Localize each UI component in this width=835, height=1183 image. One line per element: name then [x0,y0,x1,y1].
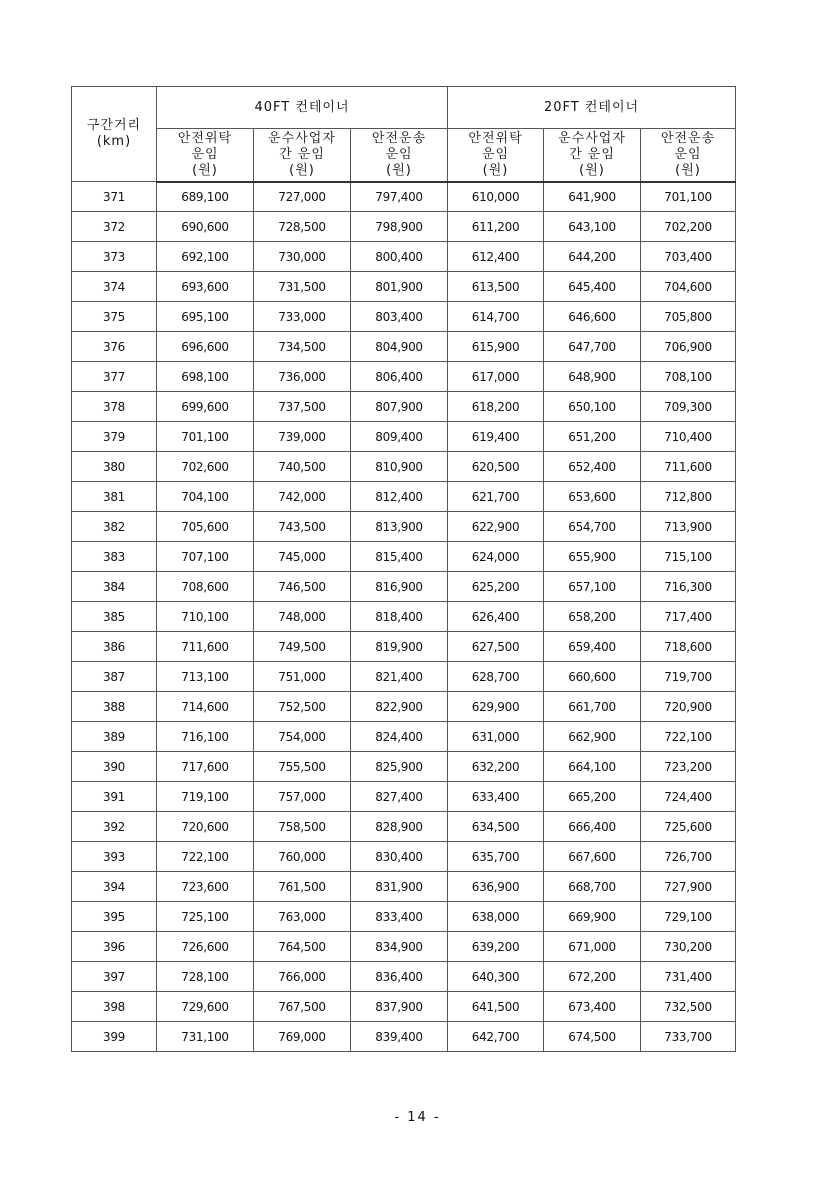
rate-40ft-carrier: 751,000 [254,662,351,692]
rate-40ft-carrier: 748,000 [254,602,351,632]
rate-40ft-consignment: 695,100 [157,302,254,332]
rate-40ft-safe-transport: 830,400 [351,842,448,872]
rate-20ft-carrier: 658,200 [544,602,641,632]
rate-20ft-consignment: 615,900 [448,332,544,362]
rate-20ft-consignment: 625,200 [448,572,544,602]
rate-20ft-consignment: 620,500 [448,452,544,482]
rate-40ft-carrier: 746,500 [254,572,351,602]
rate-20ft-carrier: 641,900 [544,182,641,212]
rate-40ft-consignment: 708,600 [157,572,254,602]
distance-cell: 387 [72,662,157,692]
rate-40ft-safe-transport: 810,900 [351,452,448,482]
rate-20ft-safe-transport: 715,100 [641,542,736,572]
rate-20ft-safe-transport: 706,900 [641,332,736,362]
rate-20ft-consignment: 635,700 [448,842,544,872]
rate-40ft-safe-transport: 836,400 [351,962,448,992]
rate-40ft-carrier: 769,000 [254,1022,351,1052]
distance-cell: 375 [72,302,157,332]
rate-20ft-safe-transport: 708,100 [641,362,736,392]
distance-cell: 380 [72,452,157,482]
rate-20ft-safe-transport: 713,900 [641,512,736,542]
rate-40ft-safe-transport: 833,400 [351,902,448,932]
distance-cell: 381 [72,482,157,512]
rate-20ft-carrier: 644,200 [544,242,641,272]
rate-40ft-carrier: 766,000 [254,962,351,992]
rate-40ft-consignment: 704,100 [157,482,254,512]
rate-20ft-carrier: 662,900 [544,722,641,752]
rate-40ft-consignment: 729,600 [157,992,254,1022]
header-group-row [72,87,736,129]
distance-cell: 391 [72,782,157,812]
rate-40ft-safe-transport: 801,900 [351,272,448,302]
rate-20ft-safe-transport: 730,200 [641,932,736,962]
group-header-20ft: 20FT 컨테이너 [448,87,736,129]
rate-20ft-safe-transport: 702,200 [641,212,736,242]
rate-40ft-safe-transport: 812,400 [351,482,448,512]
rate-40ft-safe-transport: 827,400 [351,782,448,812]
subheader-40ft-carrier-rate: 운수사업자 간 운임 (원) [254,129,351,182]
rate-20ft-carrier: 661,700 [544,692,641,722]
rate-20ft-consignment: 631,000 [448,722,544,752]
rate-40ft-safe-transport: 807,900 [351,392,448,422]
rate-20ft-carrier: 659,400 [544,632,641,662]
rate-20ft-consignment: 611,200 [448,212,544,242]
rate-20ft-consignment: 622,900 [448,512,544,542]
rate-20ft-carrier: 645,400 [544,272,641,302]
table-row [72,782,736,812]
rate-40ft-safe-transport: 834,900 [351,932,448,962]
rate-20ft-carrier: 653,600 [544,482,641,512]
distance-cell: 378 [72,392,157,422]
rate-40ft-consignment: 699,600 [157,392,254,422]
rate-20ft-safe-transport: 716,300 [641,572,736,602]
rate-40ft-carrier: 737,500 [254,392,351,422]
rate-40ft-safe-transport: 831,900 [351,872,448,902]
rate-20ft-consignment: 640,300 [448,962,544,992]
rate-40ft-safe-transport: 797,400 [351,182,448,212]
table-row [72,962,736,992]
table-row [72,572,736,602]
table-row [72,182,736,212]
distance-cell: 392 [72,812,157,842]
rate-20ft-safe-transport: 710,400 [641,422,736,452]
table-row [72,362,736,392]
rate-40ft-safe-transport: 819,900 [351,632,448,662]
table-row [72,272,736,302]
rate-20ft-consignment: 613,500 [448,272,544,302]
rate-20ft-carrier: 646,600 [544,302,641,332]
rate-40ft-carrier: 736,000 [254,362,351,392]
rate-20ft-safe-transport: 709,300 [641,392,736,422]
rate-40ft-consignment: 725,100 [157,902,254,932]
rate-20ft-carrier: 651,200 [544,422,641,452]
distance-cell: 379 [72,422,157,452]
rate-40ft-consignment: 714,600 [157,692,254,722]
rate-20ft-safe-transport: 703,400 [641,242,736,272]
distance-cell: 396 [72,932,157,962]
rate-40ft-consignment: 710,100 [157,602,254,632]
rate-20ft-carrier: 665,200 [544,782,641,812]
distance-cell: 376 [72,332,157,362]
distance-cell: 390 [72,752,157,782]
rate-40ft-safe-transport: 822,900 [351,692,448,722]
rate-20ft-carrier: 664,100 [544,752,641,782]
rate-40ft-carrier: 727,000 [254,182,351,212]
rate-20ft-consignment: 633,400 [448,782,544,812]
rate-40ft-carrier: 754,000 [254,722,351,752]
rate-40ft-consignment: 698,100 [157,362,254,392]
rate-20ft-safe-transport: 712,800 [641,482,736,512]
header-sub-row [72,129,736,182]
distance-cell: 397 [72,962,157,992]
distance-cell: 383 [72,542,157,572]
rate-20ft-safe-transport: 727,900 [641,872,736,902]
rate-40ft-consignment: 705,600 [157,512,254,542]
table-row [72,212,736,242]
distance-cell: 388 [72,692,157,722]
rate-20ft-safe-transport: 722,100 [641,722,736,752]
distance-header-label: 구간거리 [86,118,142,133]
distance-header-unit: (km) [96,134,132,149]
rate-20ft-carrier: 672,200 [544,962,641,992]
subheader-40ft-safe-transport-rate: 안전운송 운임 (원) [351,129,448,182]
rate-40ft-consignment: 731,100 [157,1022,254,1052]
rate-20ft-safe-transport: 729,100 [641,902,736,932]
table-row [72,902,736,932]
rate-20ft-consignment: 624,000 [448,542,544,572]
rate-20ft-consignment: 617,000 [448,362,544,392]
rate-40ft-consignment: 690,600 [157,212,254,242]
distance-cell: 385 [72,602,157,632]
rate-20ft-carrier: 666,400 [544,812,641,842]
table-row [72,842,736,872]
rate-20ft-carrier: 668,700 [544,872,641,902]
rate-20ft-carrier: 650,100 [544,392,641,422]
rate-20ft-carrier: 654,700 [544,512,641,542]
rate-40ft-consignment: 726,600 [157,932,254,962]
rate-20ft-carrier: 660,600 [544,662,641,692]
distance-cell: 386 [72,632,157,662]
rate-20ft-safe-transport: 717,400 [641,602,736,632]
rate-40ft-carrier: 760,000 [254,842,351,872]
rate-20ft-carrier: 657,100 [544,572,641,602]
rate-40ft-safe-transport: 818,400 [351,602,448,632]
rate-40ft-consignment: 702,600 [157,452,254,482]
table-row [72,932,736,962]
rate-20ft-safe-transport: 705,800 [641,302,736,332]
table-row [72,452,736,482]
rate-40ft-safe-transport: 825,900 [351,752,448,782]
rate-20ft-consignment: 610,000 [448,182,544,212]
rate-20ft-consignment: 629,900 [448,692,544,722]
rate-20ft-safe-transport: 726,700 [641,842,736,872]
rate-40ft-consignment: 723,600 [157,872,254,902]
rate-40ft-carrier: 758,500 [254,812,351,842]
rate-20ft-safe-transport: 720,900 [641,692,736,722]
table-row [72,392,736,422]
table-row [72,812,736,842]
rate-40ft-consignment: 692,100 [157,242,254,272]
rate-20ft-safe-transport: 704,600 [641,272,736,302]
rate-20ft-carrier: 648,900 [544,362,641,392]
distance-cell: 395 [72,902,157,932]
rate-40ft-carrier: 733,000 [254,302,351,332]
rate-40ft-carrier: 745,000 [254,542,351,572]
rate-20ft-safe-transport: 733,700 [641,1022,736,1052]
rate-40ft-safe-transport: 809,400 [351,422,448,452]
rate-40ft-consignment: 693,600 [157,272,254,302]
rate-40ft-carrier: 763,000 [254,902,351,932]
rate-40ft-carrier: 742,000 [254,482,351,512]
rate-40ft-carrier: 739,000 [254,422,351,452]
rate-20ft-consignment: 614,700 [448,302,544,332]
table-row [72,422,736,452]
distance-cell: 389 [72,722,157,752]
distance-cell: 384 [72,572,157,602]
rate-20ft-carrier: 674,500 [544,1022,641,1052]
distance-cell: 371 [72,182,157,212]
rate-40ft-safe-transport: 804,900 [351,332,448,362]
rate-20ft-consignment: 628,700 [448,662,544,692]
rate-20ft-safe-transport: 718,600 [641,632,736,662]
rate-20ft-consignment: 621,700 [448,482,544,512]
rate-20ft-carrier: 643,100 [544,212,641,242]
table-row [72,722,736,752]
table-row [72,992,736,1022]
rate-40ft-carrier: 731,500 [254,272,351,302]
rate-20ft-carrier: 669,900 [544,902,641,932]
rate-20ft-consignment: 612,400 [448,242,544,272]
table-row [72,512,736,542]
rate-40ft-safe-transport: 839,400 [351,1022,448,1052]
distance-cell: 394 [72,872,157,902]
rate-20ft-consignment: 636,900 [448,872,544,902]
rate-20ft-safe-transport: 731,400 [641,962,736,992]
rate-20ft-safe-transport: 719,700 [641,662,736,692]
subheader-20ft-carrier-rate: 운수사업자 간 운임 (원) [544,129,641,182]
rate-20ft-consignment: 642,700 [448,1022,544,1052]
rate-20ft-carrier: 652,400 [544,452,641,482]
table-row [72,602,736,632]
rate-40ft-carrier: 757,000 [254,782,351,812]
rate-20ft-safe-transport: 723,200 [641,752,736,782]
rate-20ft-consignment: 632,200 [448,752,544,782]
distance-cell: 399 [72,1022,157,1052]
rate-40ft-carrier: 752,500 [254,692,351,722]
group-header-40ft: 40FT 컨테이너 [157,87,448,129]
rate-40ft-consignment: 696,600 [157,332,254,362]
distance-cell: 382 [72,512,157,542]
rate-40ft-consignment: 716,100 [157,722,254,752]
rate-20ft-consignment: 641,500 [448,992,544,1022]
rate-40ft-carrier: 728,500 [254,212,351,242]
rate-40ft-consignment: 701,100 [157,422,254,452]
rate-20ft-consignment: 618,200 [448,392,544,422]
table-row [72,332,736,362]
distance-cell: 374 [72,272,157,302]
rate-20ft-consignment: 639,200 [448,932,544,962]
rate-40ft-consignment: 713,100 [157,662,254,692]
distance-cell: 393 [72,842,157,872]
table-row [72,662,736,692]
table-row [72,752,736,782]
rate-40ft-safe-transport: 816,900 [351,572,448,602]
rate-20ft-consignment: 627,500 [448,632,544,662]
rate-40ft-consignment: 719,100 [157,782,254,812]
distance-cell: 373 [72,242,157,272]
rate-20ft-carrier: 655,900 [544,542,641,572]
table-row [72,1022,736,1052]
table-row [72,692,736,722]
rate-40ft-consignment: 722,100 [157,842,254,872]
freight-rate-table [71,86,736,1052]
rate-40ft-carrier: 764,500 [254,932,351,962]
rate-40ft-consignment: 720,600 [157,812,254,842]
rate-40ft-consignment: 728,100 [157,962,254,992]
rate-40ft-safe-transport: 821,400 [351,662,448,692]
subheader-20ft-consignment-rate: 안전위탁 운임 (원) [448,129,544,182]
rate-20ft-safe-transport: 725,600 [641,812,736,842]
table-row [72,302,736,332]
table-row [72,482,736,512]
rate-40ft-carrier: 761,500 [254,872,351,902]
rate-40ft-carrier: 743,500 [254,512,351,542]
table-row [72,872,736,902]
page-number: - 14 - [394,1110,441,1125]
rate-20ft-consignment: 626,400 [448,602,544,632]
distance-cell: 377 [72,362,157,392]
subheader-20ft-safe-transport-rate: 안전운송 운임 (원) [641,129,736,182]
rate-40ft-safe-transport: 815,400 [351,542,448,572]
rate-20ft-consignment: 619,400 [448,422,544,452]
rate-40ft-safe-transport: 828,900 [351,812,448,842]
rate-40ft-safe-transport: 803,400 [351,302,448,332]
rate-20ft-safe-transport: 711,600 [641,452,736,482]
rate-20ft-carrier: 667,600 [544,842,641,872]
rate-40ft-consignment: 711,600 [157,632,254,662]
table-row [72,632,736,662]
rate-20ft-consignment: 638,000 [448,902,544,932]
rate-40ft-carrier: 734,500 [254,332,351,362]
rate-20ft-carrier: 647,700 [544,332,641,362]
table-row [72,242,736,272]
rate-40ft-safe-transport: 806,400 [351,362,448,392]
rate-20ft-safe-transport: 732,500 [641,992,736,1022]
rate-40ft-safe-transport: 800,400 [351,242,448,272]
rate-40ft-consignment: 707,100 [157,542,254,572]
table-row [72,542,736,572]
rate-40ft-safe-transport: 798,900 [351,212,448,242]
rate-20ft-carrier: 673,400 [544,992,641,1022]
rate-40ft-safe-transport: 837,900 [351,992,448,1022]
subheader-40ft-consignment-rate: 안전위탁 운임 (원) [157,129,254,182]
rate-40ft-carrier: 755,500 [254,752,351,782]
rate-20ft-consignment: 634,500 [448,812,544,842]
rate-40ft-carrier: 740,500 [254,452,351,482]
rate-40ft-safe-transport: 813,900 [351,512,448,542]
rate-40ft-carrier: 749,500 [254,632,351,662]
distance-column-header [72,87,157,182]
rate-40ft-safe-transport: 824,400 [351,722,448,752]
rate-40ft-carrier: 730,000 [254,242,351,272]
rate-20ft-safe-transport: 701,100 [641,182,736,212]
rate-40ft-consignment: 717,600 [157,752,254,782]
distance-cell: 398 [72,992,157,1022]
table-body [72,182,736,1052]
rate-40ft-consignment: 689,100 [157,182,254,212]
rate-20ft-carrier: 671,000 [544,932,641,962]
rate-40ft-carrier: 767,500 [254,992,351,1022]
distance-cell: 372 [72,212,157,242]
rate-20ft-safe-transport: 724,400 [641,782,736,812]
